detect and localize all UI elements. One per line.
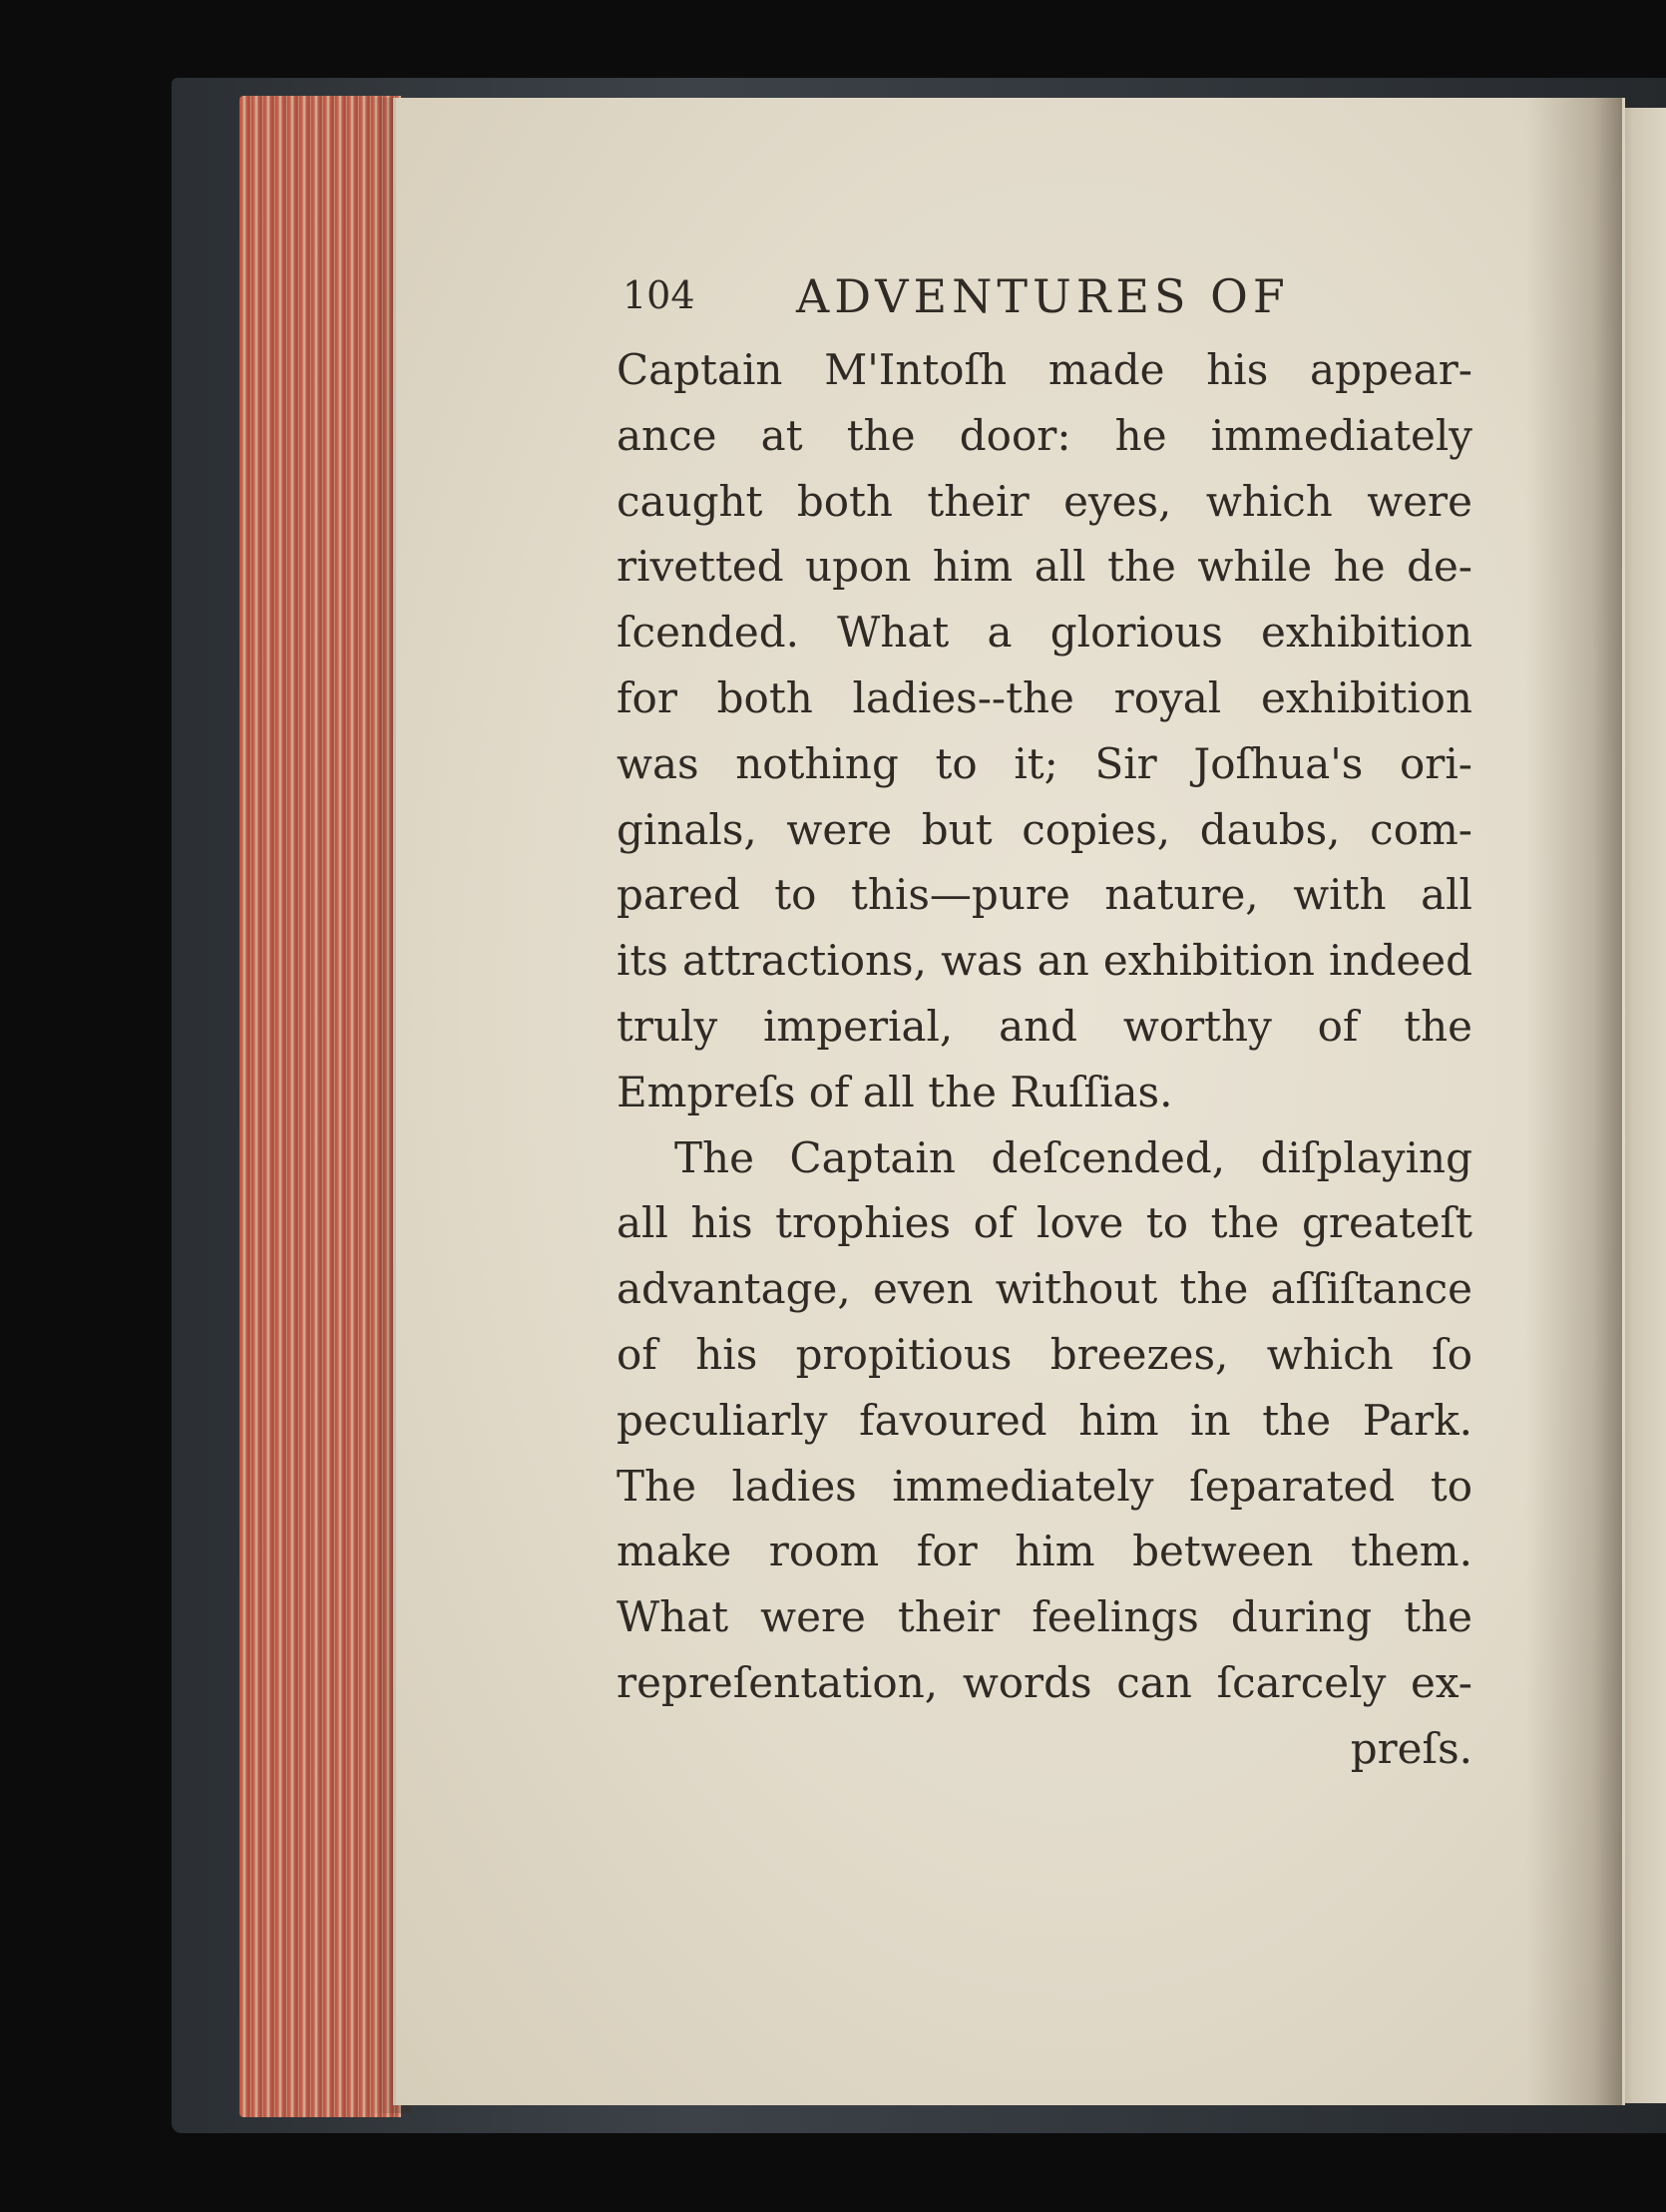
text-line-7: was nothing to it; Sir Joſhua's ori- [617, 738, 1472, 788]
text-line-13: The Captain deſcended, diſplaying [674, 1132, 1472, 1182]
text-line-21: repreſentation, words can ſcarcely ex- [617, 1657, 1472, 1707]
text-line-5: ſcended. What a glorious exhibition [617, 608, 1472, 658]
text-line-14: all his trophies of love to the greateſt [617, 1198, 1472, 1248]
text-line-3: caught both their eyes, which were [617, 476, 1472, 526]
text-line-18: The ladies immediately ſeparated to [617, 1461, 1472, 1511]
text-line-11: truly imperial, and worthy of the [617, 1001, 1472, 1051]
text-line-9: pared to this—pure nature, with all [617, 870, 1472, 920]
running-title: ADVENTURES OF [796, 269, 1290, 323]
text-line-22: preſs. [1350, 1723, 1472, 1773]
text-line-8: ginals, were but copies, daubs, com- [617, 804, 1472, 854]
text-line-16: of his propitious breezes, which ſo [617, 1329, 1472, 1379]
text-line-4: rivetted upon him all the while he de- [617, 542, 1472, 592]
text-line-1: Captain M'Intoſh made his appear- [617, 345, 1472, 394]
text-line-2: ance at the door: he immediately [617, 410, 1472, 460]
text-line-10: its attractions, was an exhibition indeed [617, 936, 1472, 986]
gutter-shadow [1526, 98, 1622, 2105]
text-line-12: Empreſs of all the Ruſſias. [617, 1067, 1173, 1116]
text-line-6: for both ladies--the royal exhibition [617, 672, 1472, 722]
page-number: 104 [623, 273, 695, 317]
text-line-19: make room for him between them. [617, 1527, 1472, 1576]
page-text-block [617, 257, 1472, 1782]
running-head [617, 257, 1472, 337]
text-line-17: peculiarly favoured him in the Park. [617, 1395, 1472, 1445]
text-line-15: advantage, even without the aſſiſtance [617, 1264, 1472, 1314]
text-line-20: What were their feelings during the [617, 1592, 1472, 1642]
